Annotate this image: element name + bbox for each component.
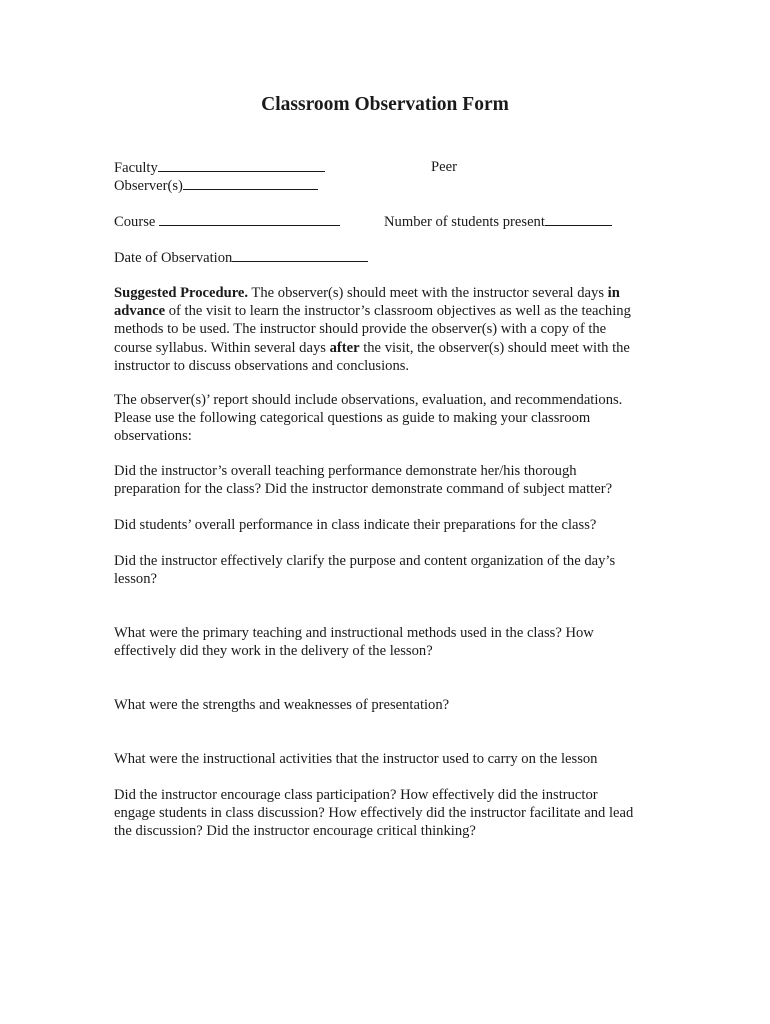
question-line: Did the instructor effectively clarify the purpose and content organization of the day’s bbox=[114, 553, 616, 569]
peer-label: Peer bbox=[431, 159, 457, 175]
question-line: Did students’ overall performance in class indicate their preparations for the class? bbox=[114, 517, 597, 533]
faculty-field bbox=[114, 158, 325, 177]
question-1 bbox=[114, 462, 664, 498]
course-blank[interactable] bbox=[159, 212, 340, 226]
question-line: What were the instructional activities that the instructor used to carry on the lesson bbox=[114, 751, 598, 767]
procedure-line: Suggested Procedure. The observer(s) should meet with the instructor several days in bbox=[114, 285, 620, 301]
students-label: Number of students present bbox=[384, 214, 545, 230]
report-paragraph bbox=[114, 391, 664, 446]
course-field bbox=[114, 212, 340, 231]
page-title: Classroom Observation Form bbox=[261, 94, 509, 115]
question-line: the discussion? Did the instructor encourage critical thinking? bbox=[114, 823, 476, 840]
faculty-label: Faculty bbox=[114, 160, 158, 176]
course-label: Course bbox=[114, 214, 156, 230]
date-blank[interactable] bbox=[232, 248, 368, 262]
question-2 bbox=[114, 516, 664, 534]
question-7 bbox=[114, 786, 664, 841]
question-line: What were the primary teaching and instructional methods used in the class? How bbox=[114, 625, 594, 641]
question-6 bbox=[114, 750, 664, 768]
procedure-line: advance of the visit to learn the instructor’s classroom objectives as well as the teaching bbox=[114, 303, 631, 320]
faculty-blank[interactable] bbox=[158, 158, 325, 172]
question-line: preparation for the class? Did the instructor demonstrate command of subject matter? bbox=[114, 481, 613, 498]
question-5 bbox=[114, 696, 664, 714]
observers-field bbox=[114, 176, 318, 195]
question-4 bbox=[114, 624, 664, 660]
students-field bbox=[384, 212, 612, 231]
procedure-line: methods to be used. The instructor should provide the observer(s) with a copy of the bbox=[114, 321, 607, 338]
report-line: observations: bbox=[114, 428, 192, 445]
students-blank[interactable] bbox=[545, 212, 612, 226]
question-line: engage students in class discussion? How effectively did the instructor facilitate and lead bbox=[114, 805, 634, 822]
question-line: effectively did they work in the delivery of the lesson? bbox=[114, 643, 433, 660]
question-3 bbox=[114, 552, 664, 588]
report-line: The observer(s)’ report should include observations, evaluation, and recommendations. bbox=[114, 392, 623, 408]
question-line: lesson? bbox=[114, 571, 157, 588]
procedure-line: instructor to discuss observations and conclusions. bbox=[114, 357, 410, 374]
report-line: Please use the following categorical questions as guide to making your classroom bbox=[114, 410, 591, 427]
procedure-line: course syllabus. Within several days after the visit, the observer(s) should meet with the bbox=[114, 339, 630, 356]
procedure-paragraph bbox=[114, 284, 664, 375]
date-label: Date of Observation bbox=[114, 250, 233, 266]
procedure-lead: Suggested Procedure. bbox=[114, 285, 249, 301]
question-line: Did the instructor encourage class participation? How effectively did the instructor bbox=[114, 787, 598, 803]
question-line: What were the strengths and weaknesses of presentation? bbox=[114, 697, 450, 713]
observers-blank[interactable] bbox=[183, 176, 318, 190]
observers-label: Observer(s) bbox=[114, 178, 183, 194]
date-field bbox=[114, 248, 368, 267]
question-line: Did the instructor’s overall teaching performance demonstrate her/his thorough bbox=[114, 463, 577, 479]
